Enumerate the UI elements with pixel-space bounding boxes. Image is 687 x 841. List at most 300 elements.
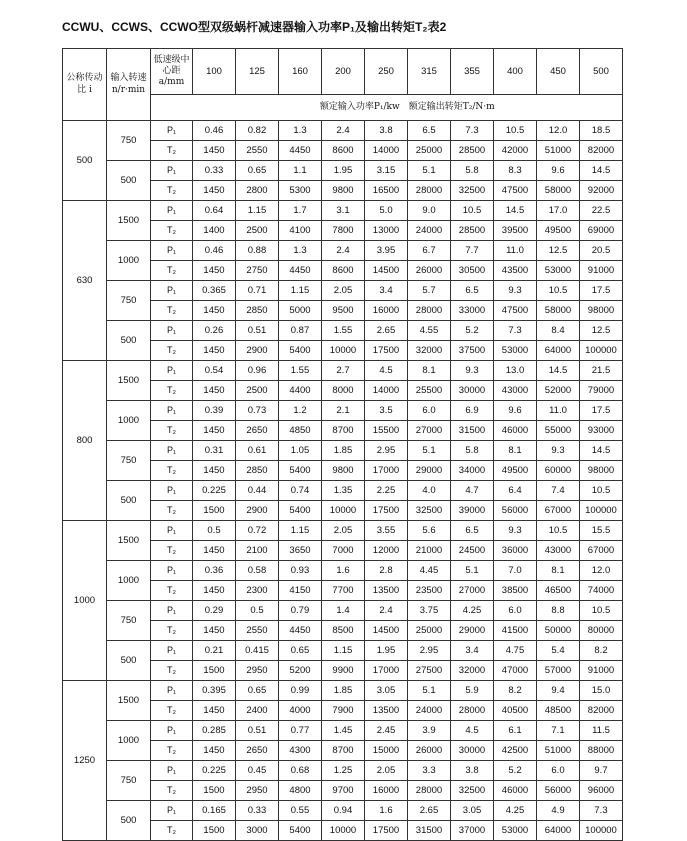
torque-value: 2400 — [236, 701, 279, 721]
power-symbol: P₁ — [151, 201, 193, 221]
power-value: 1.25 — [322, 761, 365, 781]
torque-value: 93000 — [580, 421, 623, 441]
torque-value: 25000 — [408, 621, 451, 641]
power-value: 2.1 — [322, 401, 365, 421]
power-value: 1.6 — [365, 801, 408, 821]
power-value: 5.2 — [451, 321, 494, 341]
torque-value: 4450 — [279, 141, 322, 161]
power-value: 6.0 — [537, 761, 580, 781]
torque-value: 1500 — [193, 821, 236, 841]
power-value: 1.7 — [279, 201, 322, 221]
torque-value: 2900 — [236, 341, 279, 361]
table-row — [63, 481, 623, 501]
power-torque-table — [62, 48, 623, 841]
torque-value: 9800 — [322, 181, 365, 201]
torque-value: 50000 — [537, 621, 580, 641]
torque-value: 17500 — [365, 341, 408, 361]
power-value: 0.5 — [236, 601, 279, 621]
torque-value: 37500 — [451, 341, 494, 361]
torque-symbol: T₂ — [151, 781, 193, 801]
center-distance-cell: 160 — [279, 49, 322, 95]
power-value: 7.3 — [580, 801, 623, 821]
torque-value: 28500 — [451, 141, 494, 161]
torque-value: 9800 — [322, 461, 365, 481]
power-symbol: P₁ — [151, 161, 193, 181]
torque-symbol: T₂ — [151, 301, 193, 321]
power-value: 4.5 — [451, 721, 494, 741]
power-value: 1.15 — [279, 521, 322, 541]
torque-value: 13000 — [365, 221, 408, 241]
torque-value: 1450 — [193, 381, 236, 401]
power-value: 2.4 — [365, 601, 408, 621]
torque-value: 17000 — [365, 661, 408, 681]
torque-value: 4150 — [279, 581, 322, 601]
torque-value: 4450 — [279, 261, 322, 281]
table-row — [63, 361, 623, 381]
torque-value: 1450 — [193, 621, 236, 641]
power-symbol: P₁ — [151, 481, 193, 501]
torque-value: 43000 — [537, 541, 580, 561]
power-value: 7.4 — [537, 481, 580, 501]
torque-value: 8600 — [322, 261, 365, 281]
torque-symbol: T₂ — [151, 621, 193, 641]
power-value: 0.21 — [193, 641, 236, 661]
power-value: 2.25 — [365, 481, 408, 501]
power-value: 3.8 — [365, 121, 408, 141]
power-symbol: P₁ — [151, 761, 193, 781]
power-value: 4.55 — [408, 321, 451, 341]
torque-value: 24000 — [408, 221, 451, 241]
torque-value: 9900 — [322, 661, 365, 681]
torque-value: 13500 — [365, 581, 408, 601]
power-value: 1.35 — [322, 481, 365, 501]
torque-value: 41500 — [494, 621, 537, 641]
torque-value: 64000 — [537, 341, 580, 361]
power-value: 0.225 — [193, 481, 236, 501]
power-value: 2.8 — [365, 561, 408, 581]
power-value: 7.3 — [494, 321, 537, 341]
power-value: 9.6 — [537, 161, 580, 181]
power-value: 0.61 — [236, 441, 279, 461]
power-value: 5.6 — [408, 521, 451, 541]
torque-value: 4300 — [279, 741, 322, 761]
power-value: 4.75 — [494, 641, 537, 661]
power-value: 4.25 — [451, 601, 494, 621]
table-row — [63, 721, 623, 741]
torque-value: 28000 — [451, 701, 494, 721]
torque-symbol: T₂ — [151, 661, 193, 681]
power-value: 8.2 — [580, 641, 623, 661]
power-value: 14.5 — [537, 361, 580, 381]
power-value: 0.29 — [193, 601, 236, 621]
torque-value: 34000 — [451, 461, 494, 481]
power-value: 1.3 — [279, 121, 322, 141]
power-value: 0.285 — [193, 721, 236, 741]
torque-value: 15000 — [365, 741, 408, 761]
torque-value: 43500 — [494, 261, 537, 281]
power-value: 6.0 — [494, 601, 537, 621]
power-value: 9.7 — [580, 761, 623, 781]
center-distance-cell: 200 — [322, 49, 365, 95]
table-row — [63, 241, 623, 261]
torque-value: 16000 — [365, 301, 408, 321]
torque-value: 2100 — [236, 541, 279, 561]
torque-value: 2300 — [236, 581, 279, 601]
power-value: 0.365 — [193, 281, 236, 301]
power-value: 3.4 — [365, 281, 408, 301]
torque-value: 26000 — [408, 741, 451, 761]
power-value: 0.225 — [193, 761, 236, 781]
power-value: 0.58 — [236, 561, 279, 581]
power-value: 1.05 — [279, 441, 322, 461]
torque-value: 88000 — [580, 741, 623, 761]
center-distance-header: 低速级中心距 a/mm — [151, 49, 193, 95]
torque-value: 1450 — [193, 181, 236, 201]
speed-cell: 500 — [107, 481, 151, 521]
torque-value: 79000 — [580, 381, 623, 401]
torque-value: 5400 — [279, 341, 322, 361]
power-value: 1.55 — [322, 321, 365, 341]
torque-value: 60000 — [537, 461, 580, 481]
torque-value: 53000 — [537, 261, 580, 281]
torque-value: 4400 — [279, 381, 322, 401]
speed-cell: 1000 — [107, 241, 151, 281]
speed-cell: 500 — [107, 801, 151, 841]
power-value: 1.15 — [236, 201, 279, 221]
ratio-cell: 630 — [63, 201, 107, 361]
power-value: 5.8 — [451, 441, 494, 461]
torque-value: 38500 — [494, 581, 537, 601]
power-value: 0.36 — [193, 561, 236, 581]
power-value: 0.99 — [279, 681, 322, 701]
speed-cell: 750 — [107, 761, 151, 801]
power-value: 1.45 — [322, 721, 365, 741]
torque-value: 100000 — [580, 821, 623, 841]
power-value: 14.5 — [494, 201, 537, 221]
power-value: 1.1 — [279, 161, 322, 181]
power-value: 1.95 — [365, 641, 408, 661]
torque-value: 8500 — [322, 621, 365, 641]
torque-value: 5400 — [279, 821, 322, 841]
torque-value: 2550 — [236, 141, 279, 161]
power-symbol: P₁ — [151, 441, 193, 461]
table-row — [63, 161, 623, 181]
torque-value: 98000 — [580, 461, 623, 481]
torque-value: 5200 — [279, 661, 322, 681]
power-value: 1.4 — [322, 601, 365, 621]
torque-value: 1450 — [193, 541, 236, 561]
torque-value: 32500 — [451, 781, 494, 801]
power-value: 2.65 — [408, 801, 451, 821]
table-row — [63, 801, 623, 821]
torque-symbol: T₂ — [151, 261, 193, 281]
torque-value: 14000 — [365, 381, 408, 401]
torque-value: 57000 — [537, 661, 580, 681]
power-value: 4.7 — [451, 481, 494, 501]
torque-value: 24000 — [408, 701, 451, 721]
torque-value: 42500 — [494, 741, 537, 761]
torque-value: 4000 — [279, 701, 322, 721]
power-value: 3.55 — [365, 521, 408, 541]
torque-value: 25500 — [408, 381, 451, 401]
power-value: 0.31 — [193, 441, 236, 461]
power-value: 0.65 — [236, 161, 279, 181]
torque-value: 30000 — [451, 381, 494, 401]
power-value: 0.77 — [279, 721, 322, 741]
power-value: 2.45 — [365, 721, 408, 741]
power-value: 6.5 — [451, 281, 494, 301]
torque-value: 27500 — [408, 661, 451, 681]
power-value: 1.3 — [279, 241, 322, 261]
table-row — [63, 401, 623, 421]
torque-value: 12000 — [365, 541, 408, 561]
torque-value: 55000 — [537, 421, 580, 441]
power-value: 22.5 — [580, 201, 623, 221]
speed-cell: 1000 — [107, 561, 151, 601]
torque-value: 31500 — [408, 821, 451, 841]
torque-symbol: T₂ — [151, 221, 193, 241]
power-value: 6.0 — [408, 401, 451, 421]
power-value: 0.165 — [193, 801, 236, 821]
power-value: 10.5 — [451, 201, 494, 221]
power-value: 9.3 — [494, 521, 537, 541]
torque-value: 3000 — [236, 821, 279, 841]
torque-value: 67000 — [537, 501, 580, 521]
torque-value: 49500 — [494, 461, 537, 481]
power-value: 2.4 — [322, 121, 365, 141]
table-row — [63, 121, 623, 141]
torque-value: 2850 — [236, 301, 279, 321]
speed-cell: 1500 — [107, 361, 151, 401]
torque-value: 29000 — [451, 621, 494, 641]
power-value: 1.15 — [279, 281, 322, 301]
torque-value: 8700 — [322, 741, 365, 761]
torque-value: 2750 — [236, 261, 279, 281]
table-row — [63, 641, 623, 661]
torque-value: 7900 — [322, 701, 365, 721]
power-value: 0.73 — [236, 401, 279, 421]
power-value: 0.88 — [236, 241, 279, 261]
power-value: 1.2 — [279, 401, 322, 421]
torque-value: 15500 — [365, 421, 408, 441]
power-value: 0.65 — [279, 641, 322, 661]
power-value: 0.46 — [193, 121, 236, 141]
torque-value: 17500 — [365, 501, 408, 521]
table-row — [63, 561, 623, 581]
torque-value: 25000 — [408, 141, 451, 161]
power-value: 3.3 — [408, 761, 451, 781]
torque-value: 40500 — [494, 701, 537, 721]
torque-value: 69000 — [580, 221, 623, 241]
power-value: 0.51 — [236, 321, 279, 341]
power-value: 5.1 — [408, 681, 451, 701]
table-row — [63, 681, 623, 701]
torque-value: 2950 — [236, 661, 279, 681]
power-value: 14.5 — [580, 441, 623, 461]
power-value: 15.5 — [580, 521, 623, 541]
power-value: 3.8 — [451, 761, 494, 781]
power-value: 0.71 — [236, 281, 279, 301]
torque-value: 27000 — [408, 421, 451, 441]
power-value: 5.1 — [408, 441, 451, 461]
speed-cell: 750 — [107, 601, 151, 641]
torque-symbol: T₂ — [151, 141, 193, 161]
torque-value: 10000 — [322, 341, 365, 361]
torque-value: 7700 — [322, 581, 365, 601]
power-value: 0.64 — [193, 201, 236, 221]
center-distance-cell: 400 — [494, 49, 537, 95]
torque-value: 2650 — [236, 741, 279, 761]
ratio-cell: 800 — [63, 361, 107, 521]
torque-value: 47000 — [494, 661, 537, 681]
torque-value: 5000 — [279, 301, 322, 321]
power-value: 2.4 — [322, 241, 365, 261]
speed-cell: 750 — [107, 281, 151, 321]
torque-value: 1450 — [193, 461, 236, 481]
torque-value: 31500 — [451, 421, 494, 441]
power-value: 0.54 — [193, 361, 236, 381]
torque-value: 98000 — [580, 301, 623, 321]
torque-value: 1500 — [193, 661, 236, 681]
power-value: 0.94 — [322, 801, 365, 821]
power-symbol: P₁ — [151, 361, 193, 381]
power-symbol: P₁ — [151, 601, 193, 621]
power-value: 8.3 — [494, 161, 537, 181]
torque-value: 37000 — [451, 821, 494, 841]
speed-cell: 500 — [107, 161, 151, 201]
torque-value: 2500 — [236, 381, 279, 401]
power-value: 9.3 — [494, 281, 537, 301]
torque-symbol: T₂ — [151, 501, 193, 521]
center-distance-cell: 315 — [408, 49, 451, 95]
power-value: 1.85 — [322, 441, 365, 461]
power-value: 3.4 — [451, 641, 494, 661]
power-value: 7.3 — [451, 121, 494, 141]
power-value: 0.46 — [193, 241, 236, 261]
center-distance-cell: 250 — [365, 49, 408, 95]
torque-value: 4100 — [279, 221, 322, 241]
speed-cell: 750 — [107, 441, 151, 481]
power-value: 3.15 — [365, 161, 408, 181]
torque-value: 46500 — [537, 581, 580, 601]
torque-value: 100000 — [580, 501, 623, 521]
power-value: 0.44 — [236, 481, 279, 501]
torque-value: 82000 — [580, 141, 623, 161]
torque-symbol: T₂ — [151, 461, 193, 481]
power-value: 10.5 — [537, 281, 580, 301]
header-row — [63, 49, 623, 95]
torque-value: 21000 — [408, 541, 451, 561]
power-value: 12.0 — [537, 121, 580, 141]
torque-value: 30500 — [451, 261, 494, 281]
torque-value: 7000 — [322, 541, 365, 561]
power-value: 0.33 — [236, 801, 279, 821]
power-value: 8.1 — [494, 441, 537, 461]
power-value: 3.05 — [365, 681, 408, 701]
power-value: 18.5 — [580, 121, 623, 141]
power-value: 2.65 — [365, 321, 408, 341]
power-value: 4.0 — [408, 481, 451, 501]
torque-value: 42000 — [494, 141, 537, 161]
power-value: 4.9 — [537, 801, 580, 821]
power-value: 5.0 — [365, 201, 408, 221]
power-value: 1.15 — [322, 641, 365, 661]
power-value: 3.5 — [365, 401, 408, 421]
table-row — [63, 201, 623, 221]
torque-value: 23500 — [408, 581, 451, 601]
torque-value: 91000 — [580, 661, 623, 681]
torque-value: 10000 — [322, 821, 365, 841]
torque-value: 30000 — [451, 741, 494, 761]
ratio-cell: 500 — [63, 121, 107, 201]
torque-value: 5300 — [279, 181, 322, 201]
speed-cell: 500 — [107, 641, 151, 681]
center-distance-cell: 100 — [193, 49, 236, 95]
torque-symbol: T₂ — [151, 181, 193, 201]
power-value: 0.72 — [236, 521, 279, 541]
torque-value: 8600 — [322, 141, 365, 161]
power-value: 10.5 — [537, 521, 580, 541]
power-value: 0.93 — [279, 561, 322, 581]
torque-value: 26000 — [408, 261, 451, 281]
power-value: 7.0 — [494, 561, 537, 581]
table-title: CCWU、CCWS、CCWO型双级蜗杆减速器输入功率P₁及输出转矩T₂表2 — [62, 20, 447, 34]
torque-value: 4800 — [279, 781, 322, 801]
power-value: 1.95 — [322, 161, 365, 181]
torque-value: 24500 — [451, 541, 494, 561]
torque-value: 2950 — [236, 781, 279, 801]
power-value: 15.0 — [580, 681, 623, 701]
power-value: 7.1 — [537, 721, 580, 741]
power-symbol: P₁ — [151, 801, 193, 821]
torque-value: 5400 — [279, 501, 322, 521]
torque-value: 32000 — [451, 661, 494, 681]
power-symbol: P₁ — [151, 641, 193, 661]
torque-value: 1450 — [193, 741, 236, 761]
power-value: 13.0 — [494, 361, 537, 381]
torque-value: 1450 — [193, 141, 236, 161]
power-symbol: P₁ — [151, 681, 193, 701]
power-value: 17.5 — [580, 281, 623, 301]
power-value: 3.75 — [408, 601, 451, 621]
torque-value: 9700 — [322, 781, 365, 801]
power-value: 17.5 — [580, 401, 623, 421]
power-value: 12.5 — [537, 241, 580, 261]
power-value: 0.68 — [279, 761, 322, 781]
speed-cell: 1500 — [107, 201, 151, 241]
power-value: 9.4 — [537, 681, 580, 701]
power-value: 0.55 — [279, 801, 322, 821]
torque-value: 2900 — [236, 501, 279, 521]
power-value: 6.9 — [451, 401, 494, 421]
power-value: 10.5 — [580, 601, 623, 621]
power-value: 3.9 — [408, 721, 451, 741]
power-value: 0.33 — [193, 161, 236, 181]
torque-value: 17000 — [365, 461, 408, 481]
power-value: 5.1 — [451, 561, 494, 581]
torque-value: 52000 — [537, 381, 580, 401]
center-distance-cell: 125 — [236, 49, 279, 95]
power-value: 6.5 — [451, 521, 494, 541]
torque-value: 91000 — [580, 261, 623, 281]
torque-value: 28000 — [408, 301, 451, 321]
power-value: 6.4 — [494, 481, 537, 501]
torque-symbol: T₂ — [151, 581, 193, 601]
power-value: 8.2 — [494, 681, 537, 701]
torque-value: 9500 — [322, 301, 365, 321]
power-value: 1.55 — [279, 361, 322, 381]
table-row — [63, 761, 623, 781]
